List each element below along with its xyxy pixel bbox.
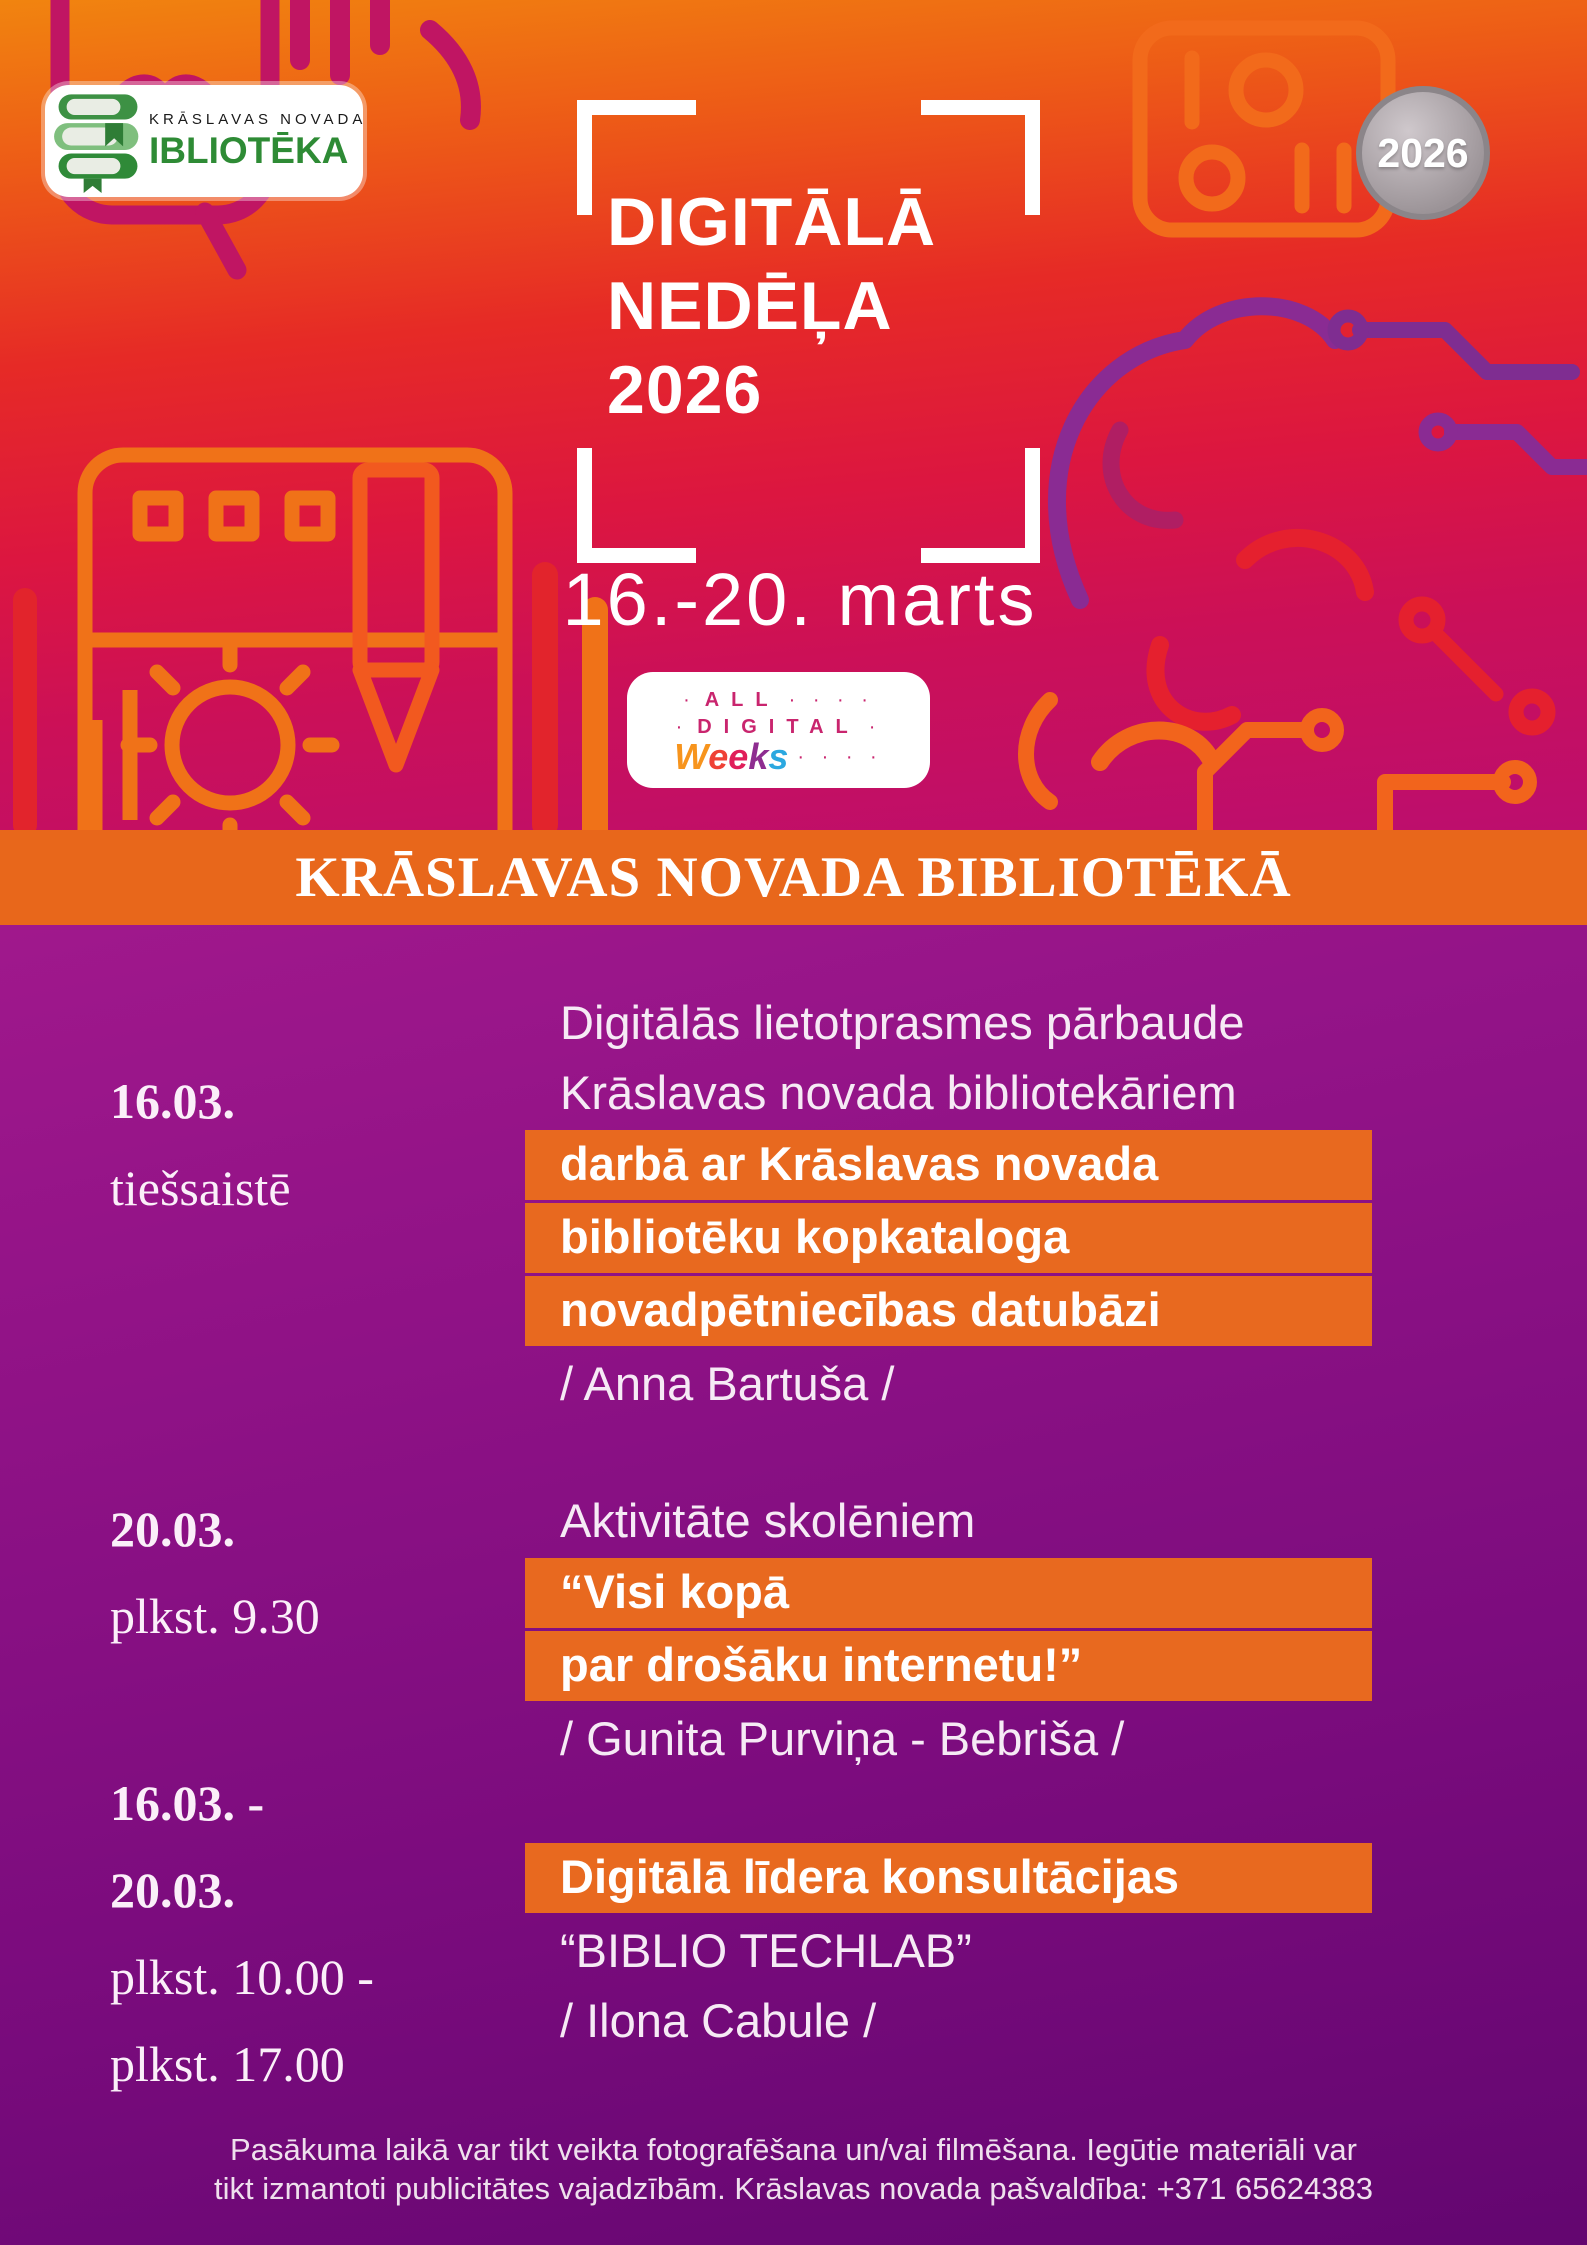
library-name-main: IBLIOTĒKA — [149, 130, 349, 171]
title-frame-bracket-br — [921, 448, 1040, 563]
all-digital-word: DIGITAL — [697, 716, 860, 738]
all-digital-word: ALL — [704, 689, 780, 711]
event-text-line: / Ilona Cabule / — [560, 1994, 877, 2047]
all-digital-row — [683, 687, 874, 713]
event-text-line: / Anna Bartuša / — [560, 1357, 895, 1410]
hero-section — [0, 0, 1587, 830]
year-badge — [1356, 86, 1490, 220]
event-highlight-line: novadpētniecības datubāzi — [525, 1276, 1372, 1346]
footer-line: Pasākuma laikā var tikt veikta fotografēšana un/vai filmēšana. Iegūtie materiāli var — [230, 2132, 1357, 2167]
event-date-line: 20.03. — [110, 1501, 235, 1557]
event-text-line: / Gunita Purviņa - Bebriša / — [560, 1712, 1125, 1765]
event-date-line: plkst. 9.30 — [110, 1588, 320, 1644]
date-range: 16.-20. marts — [562, 558, 1038, 641]
event-date-line: plkst. 10.00 - — [110, 1949, 374, 2005]
event-details — [525, 988, 1372, 1419]
schedule-section — [0, 925, 1587, 2245]
event-dates — [110, 1486, 320, 1660]
event-date-line: tiešsaistē — [110, 1160, 291, 1216]
event-date-line: 16.03. - — [110, 1775, 265, 1831]
location-banner — [0, 830, 1587, 925]
title-line: DIGITĀLĀ — [607, 184, 937, 260]
title-frame-bracket-bl — [577, 448, 696, 563]
event-date-line: 20.03. — [110, 1862, 235, 1918]
footer-notice — [0, 2130, 1587, 2208]
books-logo-icon — [53, 89, 143, 193]
library-name-top: KRĀSLAVAS NOVADA — [149, 111, 367, 128]
dots-decoration: · — [683, 689, 696, 711]
weeks-letter: e — [708, 736, 729, 777]
event-dates — [110, 1760, 374, 2108]
event-date-line: 16.03. — [110, 1073, 235, 1129]
event-title — [607, 180, 936, 432]
event-highlight-line: Digitālā līdera konsultācijas — [525, 1843, 1372, 1913]
event-text-line: Aktivitāte skolēniem — [560, 1494, 976, 1547]
event-text-line: “BIBLIO TECHLAB” — [560, 1924, 972, 1977]
weeks-letter: e — [728, 736, 749, 777]
year-badge-text: 2026 — [1377, 129, 1469, 176]
brain-circuit-icon — [1026, 306, 1587, 830]
library-logo-text — [149, 111, 367, 171]
event-details — [525, 1486, 1372, 1774]
dots-decoration: · — [868, 716, 882, 738]
bookshelf-icon — [85, 455, 505, 830]
weeks-letter: k — [748, 736, 769, 777]
library-logo — [45, 85, 367, 197]
event-highlight-line: par drošāku internetu!” — [525, 1631, 1372, 1701]
weeks-word — [674, 736, 789, 777]
pencil-icon — [360, 470, 432, 765]
event-date-line: plkst. 17.00 — [110, 2036, 345, 2092]
dots-decoration: · · · · — [788, 689, 874, 711]
all-digital-weeks-logo — [627, 672, 930, 788]
title-frame-bracket-tr — [921, 100, 1040, 215]
event-highlight-line: darbā ar Krāslavas novada — [525, 1130, 1372, 1200]
binary-pad-icon — [1140, 28, 1388, 230]
title-line: 2026 — [607, 352, 763, 428]
weeks-letter: s — [768, 736, 789, 777]
title-line: NEDĒĻA — [607, 268, 893, 344]
location-banner-text: KRĀSLAVAS NOVADA BIBLIOTĒKĀ — [295, 846, 1292, 909]
event-highlight-line: “Visi kopā — [525, 1558, 1372, 1628]
dots-decoration: · · · · — [797, 746, 883, 768]
event-text-line: Krāslavas novada bibliotekāriem — [560, 1066, 1237, 1119]
event-highlight-line: bibliotēku kopkataloga — [525, 1203, 1372, 1273]
dots-decoration: · — [675, 716, 689, 738]
footer-line: tikt izmantoti publicitātes vajadzībām. Krāslavas novada pašvaldība: +371 65624383 — [214, 2171, 1373, 2206]
all-digital-row — [674, 736, 883, 777]
weeks-letter: W — [674, 736, 709, 777]
event-details — [525, 1841, 1372, 2056]
event-text-line: Digitālās lietotprasmes pārbaude — [560, 996, 1245, 1049]
gear-icon — [128, 643, 332, 830]
event-dates — [110, 1058, 291, 1232]
